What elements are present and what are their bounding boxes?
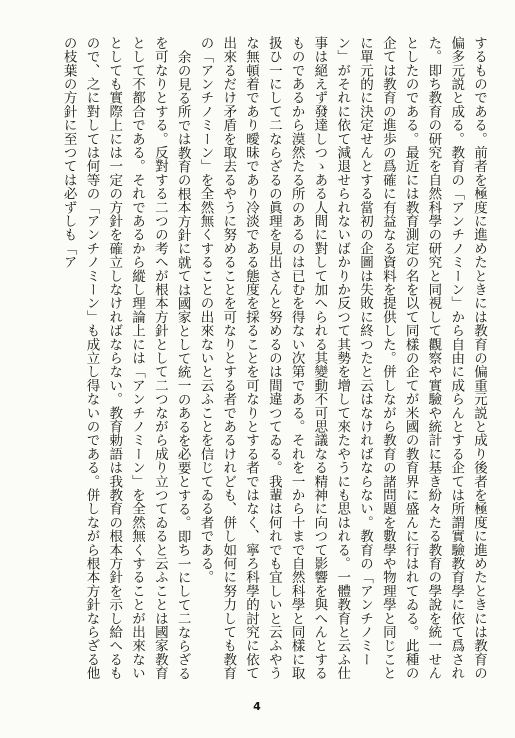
vertical-text-body — [30, 36, 490, 686]
page-number: 4 — [253, 700, 261, 713]
paragraph-2: 余の見る所では教育の根本方針に就ては國家として統一のあるを必要とする。即ち一にして二ならざるを可なりとする。反對する二つの考へが根本方針として二つながら成り立つてゐると云ふことは國家教育として不都合である。それであるから縱し理論上には「アンチノミーン」を全然無くすることが出來ないとしても實際上には一定の方針を確立しなければならない。教育勅語は我教育の根本方針を示し給へるもので、之に對しては何等の「アンチノミーン」も成立し得ないのである。併しながら根本方針ならざる他の枝葉の方針に至つては必ずしも「ア — [60, 36, 191, 680]
paragraph-1: するものである。前者を極度に進めたときには教育の偏重元説と成り後者を極度に進めたときには教育の偏多元説と成る。教育の「アンチノミーン」から自由に成らんとする企ては所謂實驗教育學に依て爲された。即ち教育の研究を自然科學の研究と同視して觀察や實驗や統計に基き紛々たる教育の學說を統一せんとしたのである。最近には教育測定の名を以て同樣の企てが米國の教育界に盛んに行はれてゐる。此種の企ては教育の進歩の爲確に有益なる資料を提供した。併しながら教育の諸問題を數學や物理學と同じことに單元的に決定せんとする當初の企圖は失敗に終つたと云はなければならない。教育の「アンチノミーン」がそれに依て減退せられないばかりか反つて其勢を增して來たやうにも思はれる。一體教育と云ふ仕事は絕えず發達しつゝある人間に對して加へられる其變動不可思議なる精神に向つて影響を與へんとするものであるから漠然たる所のあるのは已むを得ない次第である。それを一から十まで自然科學と同樣に取扱ひ一にして二ならざるの眞理を見出さんと努めるのは間違つてゐる。我輩は何れでも宜しいと云ふやうな無頓着であり曖昧であり冷淡である態度を採ることを可なりとする者ではなく、寧ろ科學的討究に依て出來るだけ矛盾を取去るやうに努めることを可なりとする者であるけれども、併し如何に努力しても教育の「アンチノミーン」を全然無くすることの出來ないと云ふことを信じてゐる者である。 — [197, 36, 487, 680]
